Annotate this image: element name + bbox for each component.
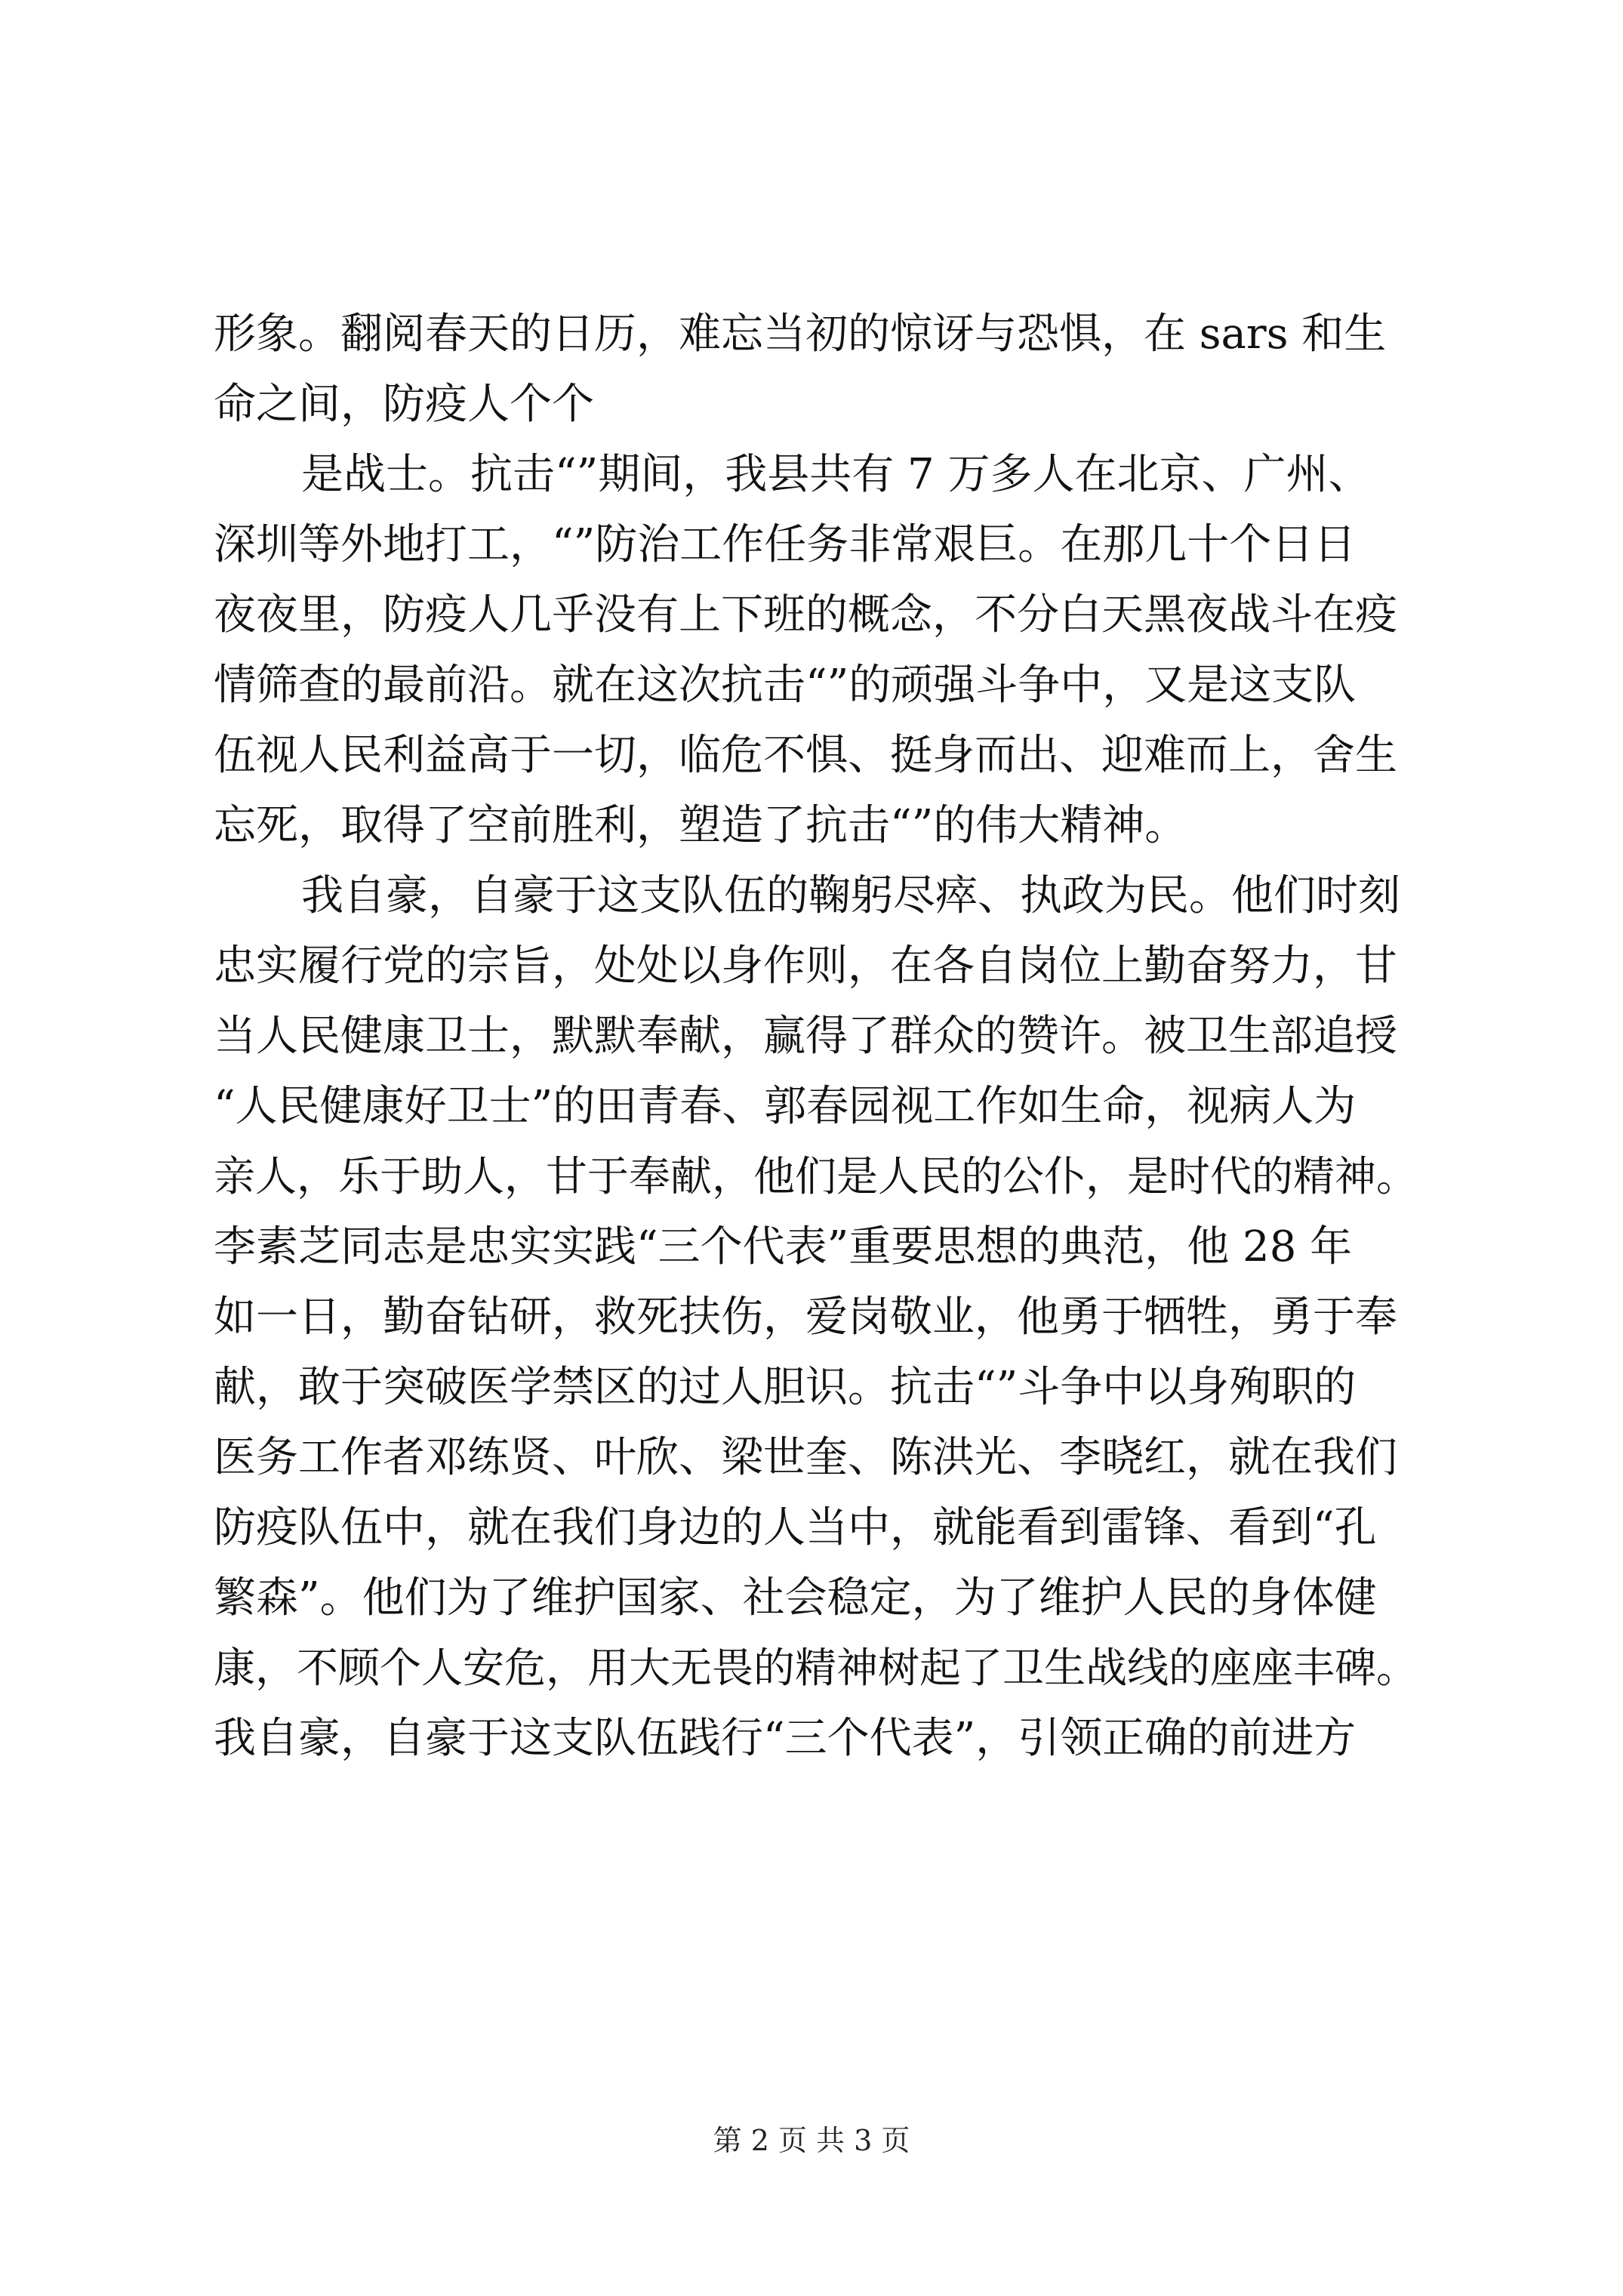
text-line: 夜夜里，防疫人几乎没有上下班的概念，不分白天黑夜战斗在疫 <box>214 590 1397 639</box>
text-line: 亲人，乐于助人，甘于奉献，他们是人民的公仆，是时代的精神。 <box>214 1152 1418 1200</box>
text-line: 深圳等外地打工，“”防治工作任务非常艰巨。在那几十个日日 <box>214 520 1357 569</box>
text-line: 李素芝同志是忠实实践“三个代表”重要思想的典范，他 28 年 <box>214 1222 1353 1271</box>
page-footer: 第 2 页 共 3 页 <box>713 2124 910 2157</box>
text-line: 防疫队伍中，就在我们身边的人当中，就能看到雷锋、看到“孔 <box>214 1503 1377 1552</box>
text-line: 是战士。抗击“”期间，我县共有 7 万多人在北京、广州、 <box>301 450 1371 499</box>
text-line: 忘死，取得了空前胜利，塑造了抗击“”的伟大精神。 <box>214 801 1187 850</box>
text-line: 如一日，勤奋钻研，救死扶伤，爱岗敬业，他勇于牺牲，勇于奉 <box>214 1293 1397 1342</box>
text-line: 康，不顾个人安危，用大无畏的精神树起了卫生战线的座座丰碑。 <box>214 1644 1418 1692</box>
text-line: 医务工作者邓练贤、叶欣、梁世奎、陈洪光、李晓红，就在我们 <box>214 1433 1397 1482</box>
text-line: 我自豪，自豪于这支队伍践行“三个代表”，引领正确的前进方 <box>214 1714 1357 1763</box>
text-line: “人民健康好卫士”的田青春、郭春园视工作如生命，视病人为 <box>214 1082 1357 1131</box>
text-line: 形象。翻阅春天的日历，难忘当初的惊讶与恐惧，在 sars 和生 <box>214 310 1387 359</box>
text-line: 伍视人民利益高于一切，临危不惧、挺身而出、迎难而上，舍生 <box>214 731 1397 780</box>
text-line: 情筛查的最前沿。就在这次抗击“”的顽强斗争中，又是这支队 <box>214 661 1357 710</box>
text-line: 献，敢于突破医学禁区的过人胆识。抗击“”斗争中以身殉职的 <box>214 1363 1357 1412</box>
text-line: 繁森”。他们为了维护国家、社会稳定，为了维护人民的身体健 <box>214 1573 1377 1623</box>
text-line: 当人民健康卫士，默默奉献，赢得了群众的赞许。被卫生部追授 <box>214 1012 1397 1061</box>
body-text <box>214 299 1434 1774</box>
text-line: 命之间，防疫人个个 <box>214 380 594 429</box>
text-line: 我自豪，自豪于这支队伍的鞠躬尽瘁、执政为民。他们时刻 <box>301 871 1400 920</box>
text-line: 忠实履行党的宗旨，处处以身作则，在各自岗位上勤奋努力，甘 <box>214 942 1397 991</box>
